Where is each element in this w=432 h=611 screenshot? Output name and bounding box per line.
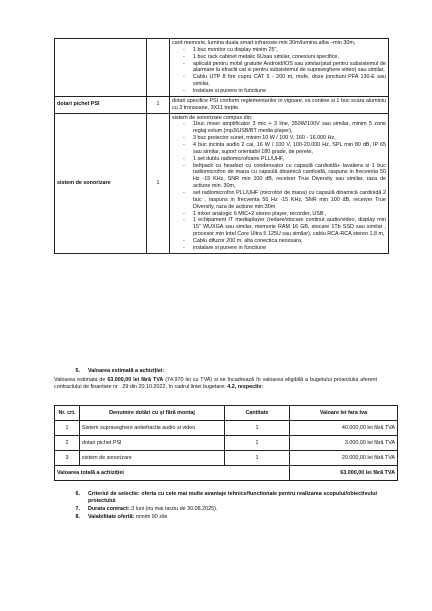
spec-bullet <box>172 163 386 190</box>
row-quantity: 1 <box>225 436 290 451</box>
spec-text: dotari specifice PSI conform reglementarilor in vigoare, va contine si 1 buc scara aluminiu cu 3 tronsoane, 3X11 trepte. <box>172 97 386 111</box>
bullet-dash: - <box>183 238 185 245</box>
condition-number: 6. <box>75 491 80 497</box>
spec-bullet <box>172 245 386 252</box>
total-value: 63.000,00 lei fără TVA <box>290 466 398 481</box>
conditions-list <box>54 491 377 521</box>
section-5-paragraph <box>54 377 377 391</box>
summary-row <box>55 436 398 451</box>
row-name: dotari pichet PSI <box>80 436 225 451</box>
condition-label: Valabilitate ofertă: <box>88 513 135 520</box>
spec-bullet <box>172 217 386 238</box>
row-name: Sistem supraveghere antiefractie audio si video <box>80 421 225 436</box>
condition-body <box>88 491 377 505</box>
row-value: 40.000,00 lei fără TVA <box>290 421 398 436</box>
bullet-dash: - <box>183 162 185 169</box>
bullet-dash: - <box>183 210 185 217</box>
bullet-text: 1 set dublu radiomicrofoane PLL/UHF, <box>193 155 285 162</box>
spec-item-quantity: 1 <box>147 96 170 113</box>
bullet-dash: - <box>183 190 185 197</box>
bullet-text: 4 buc incinta audio 2 cai, 16 W / 100 V, 100-20.000 Hz, SPL min 80 dB, IP 65 sau similar, suport orientabil 180 grade, de perete, <box>193 142 386 155</box>
spec-bullet <box>172 88 386 95</box>
spec-item-name: dotari pichet PSI <box>55 96 147 113</box>
budget-line: 4.2, respectiv: <box>227 383 264 390</box>
spec-bullet <box>172 121 386 135</box>
total-label: Valoarea totală a achiziției <box>55 466 290 481</box>
spec-text: sistem de sonorizare compus din: <box>172 114 253 121</box>
header-value: Valoare lei fara tva <box>290 406 398 421</box>
specifications-table <box>54 38 389 254</box>
bullet-dash: - <box>183 217 185 224</box>
bullet-dash: - <box>183 46 185 53</box>
spec-item-quantity <box>147 39 170 97</box>
bullet-dash: - <box>183 121 185 128</box>
condition-item <box>54 491 377 505</box>
bullet-text: 1buc mixer amplificator 3 mic + 3 line, 350W/100V sau similar, minim 5 zone reglaj volum (mp3/USB/BT media player), <box>193 121 386 135</box>
condition-label: Criteriul de selectie: <box>88 491 140 497</box>
bullet-dash: - <box>183 135 185 142</box>
row-value: 3.000,00 lei fără TVA <box>290 436 398 451</box>
bullet-dash: - <box>183 142 185 149</box>
condition-item <box>54 506 377 513</box>
spec-bullet <box>172 61 386 75</box>
section-5-heading <box>54 368 377 375</box>
spec-text: card memorie, lumina duala smart infrarosie-min 30m/lumina alba –min 30m, <box>172 40 356 46</box>
bullet-dash: - <box>183 60 185 67</box>
spec-bullet <box>172 135 386 142</box>
summary-total-row <box>55 466 398 481</box>
bullet-text: Cablu UTP 8 fire cupru CAT 5 - 200 m, mufe, doze jonctiuni PFA 130-E sau similar, <box>193 74 386 88</box>
row-quantity: 1 <box>225 451 290 466</box>
bullet-text: set radiomicrofon PLL/UHF (microfon de mana) cu capsulă dinamică cardioidă 2 buc , raspuns in frecventa 50 Hz -15 KHz, SNR min 100 dB, receiver True Diversity, raza de actiune min.30m <box>193 190 386 210</box>
header-quantity: Cantitate <box>225 406 290 421</box>
condition-item <box>54 514 377 521</box>
row-number: 1 <box>55 421 80 436</box>
bullet-text: beltpack cu headset cu condensator cu capsulă cardioidă+ lavaliera si 1 buc radiomicrofon de mana cu capsulă dinamică cardioidă, raspuns in frecventa 50 Hz -15 KHz, SNR min 100 dB, receiver True Diversity sau similar, raza de actiune min. 30m, <box>193 162 386 190</box>
spec-bullet <box>172 238 386 245</box>
spec-item-description <box>170 113 389 253</box>
bullet-text: instalare si punere in functiune <box>193 244 267 251</box>
bullet-dash: - <box>183 74 185 81</box>
spec-item-description <box>170 39 389 97</box>
condition-number: 8. <box>75 513 80 520</box>
spec-bullet <box>172 156 386 163</box>
spec-bullet <box>172 47 386 54</box>
bullet-text: 1 mixer analogic 6 MIC+2 stereo player, recorder, USB , <box>193 210 327 217</box>
summary-row <box>55 451 398 466</box>
condition-body <box>88 506 377 513</box>
section-5 <box>54 368 377 391</box>
spec-bullet <box>172 190 386 211</box>
summary-header-row <box>55 406 398 421</box>
spec-row <box>55 39 389 97</box>
spec-item-description <box>170 96 389 113</box>
bullet-dash: - <box>183 88 185 95</box>
header-nr: Nr. crt. <box>55 406 80 421</box>
estimate-details: (74.970 lei cu TVA) si se încadrează în valoarea eligibilă a bugetului proiectului aferent contractului de finantare nr . 29 din 20.10.2022, în cadrul liniei bugetare: <box>54 376 377 390</box>
header-name: Denumire dotări cu și fără montaj <box>80 406 225 421</box>
spec-bullet <box>172 142 386 156</box>
spec-item-name <box>55 39 147 97</box>
condition-body <box>88 514 377 521</box>
bullet-dash: - <box>183 155 185 162</box>
bullet-text: instalare si punere in functiune <box>193 88 267 95</box>
estimate-value: 63.000,00 lei fără TVA <box>107 376 164 383</box>
condition-text: minim 90 zile <box>134 513 168 520</box>
summary-table <box>54 405 398 481</box>
bullet-dash: - <box>183 244 185 251</box>
row-number: 3 <box>55 451 80 466</box>
summary-row <box>55 421 398 436</box>
spec-row <box>55 113 389 253</box>
spec-bullet <box>172 54 386 61</box>
bullet-text: 1 buc rack cabinet metalic 6Usau similar, conexiuni specifice, <box>193 53 339 60</box>
bullet-text: 3 buc proiector sunet, minim 10 W / 100 V, 160 - 16.000 Hz, <box>193 135 336 142</box>
estimate-intro: Valoarea estimata de <box>54 376 108 383</box>
row-quantity: 1 <box>225 421 290 436</box>
row-name: sistem de sonorizare <box>80 451 225 466</box>
bullet-text: 1 echipament IT mediaplayer (redare/stocare continut audio/video, display min 15" WUXGA sau similar, memorie RAM 16 GB, stocare 1Tb SSD sau similar , procesor min Intel Core Ultra 5 125U sau similar), cablu RCA-RCA stereo 1,8 m, <box>193 217 386 238</box>
spec-bullet <box>172 74 386 88</box>
section-5-title: Valoarea estimată a achiziției: <box>88 368 165 374</box>
bullet-dash: - <box>183 53 185 60</box>
bullet-text: 1 buc monitor cu display minim 25", <box>193 46 278 53</box>
condition-text: oferta cu cele mai multe avantaje tehnice/functionale pentru realizarea scopului/obiectivului proiectului <box>88 491 377 504</box>
spec-item-name: sistem de sonorizare <box>55 113 147 253</box>
condition-number: 7. <box>75 505 80 512</box>
spec-item-quantity: 1 <box>147 113 170 253</box>
section-5-number: 5. <box>75 368 80 374</box>
bullet-text: aplicatii pentru mobil gratuite Android/IOS sau similar(atat pentru subsistemul de alarmare la efractii cat si pentru subsistemul de supraveghere video) sau similar, <box>193 60 386 74</box>
row-value: 20.000,00 lei fără TVA <box>290 451 398 466</box>
condition-text: 3 luni (nu mai tarziu de 30.08.2025). <box>129 505 218 512</box>
row-number: 2 <box>55 436 80 451</box>
spec-row <box>55 96 389 113</box>
bullet-text: Cablu difuzor 200 m, alta conectica necesara, <box>193 238 303 245</box>
condition-label: Durata contract: <box>88 505 130 512</box>
spec-bullet <box>172 211 386 218</box>
